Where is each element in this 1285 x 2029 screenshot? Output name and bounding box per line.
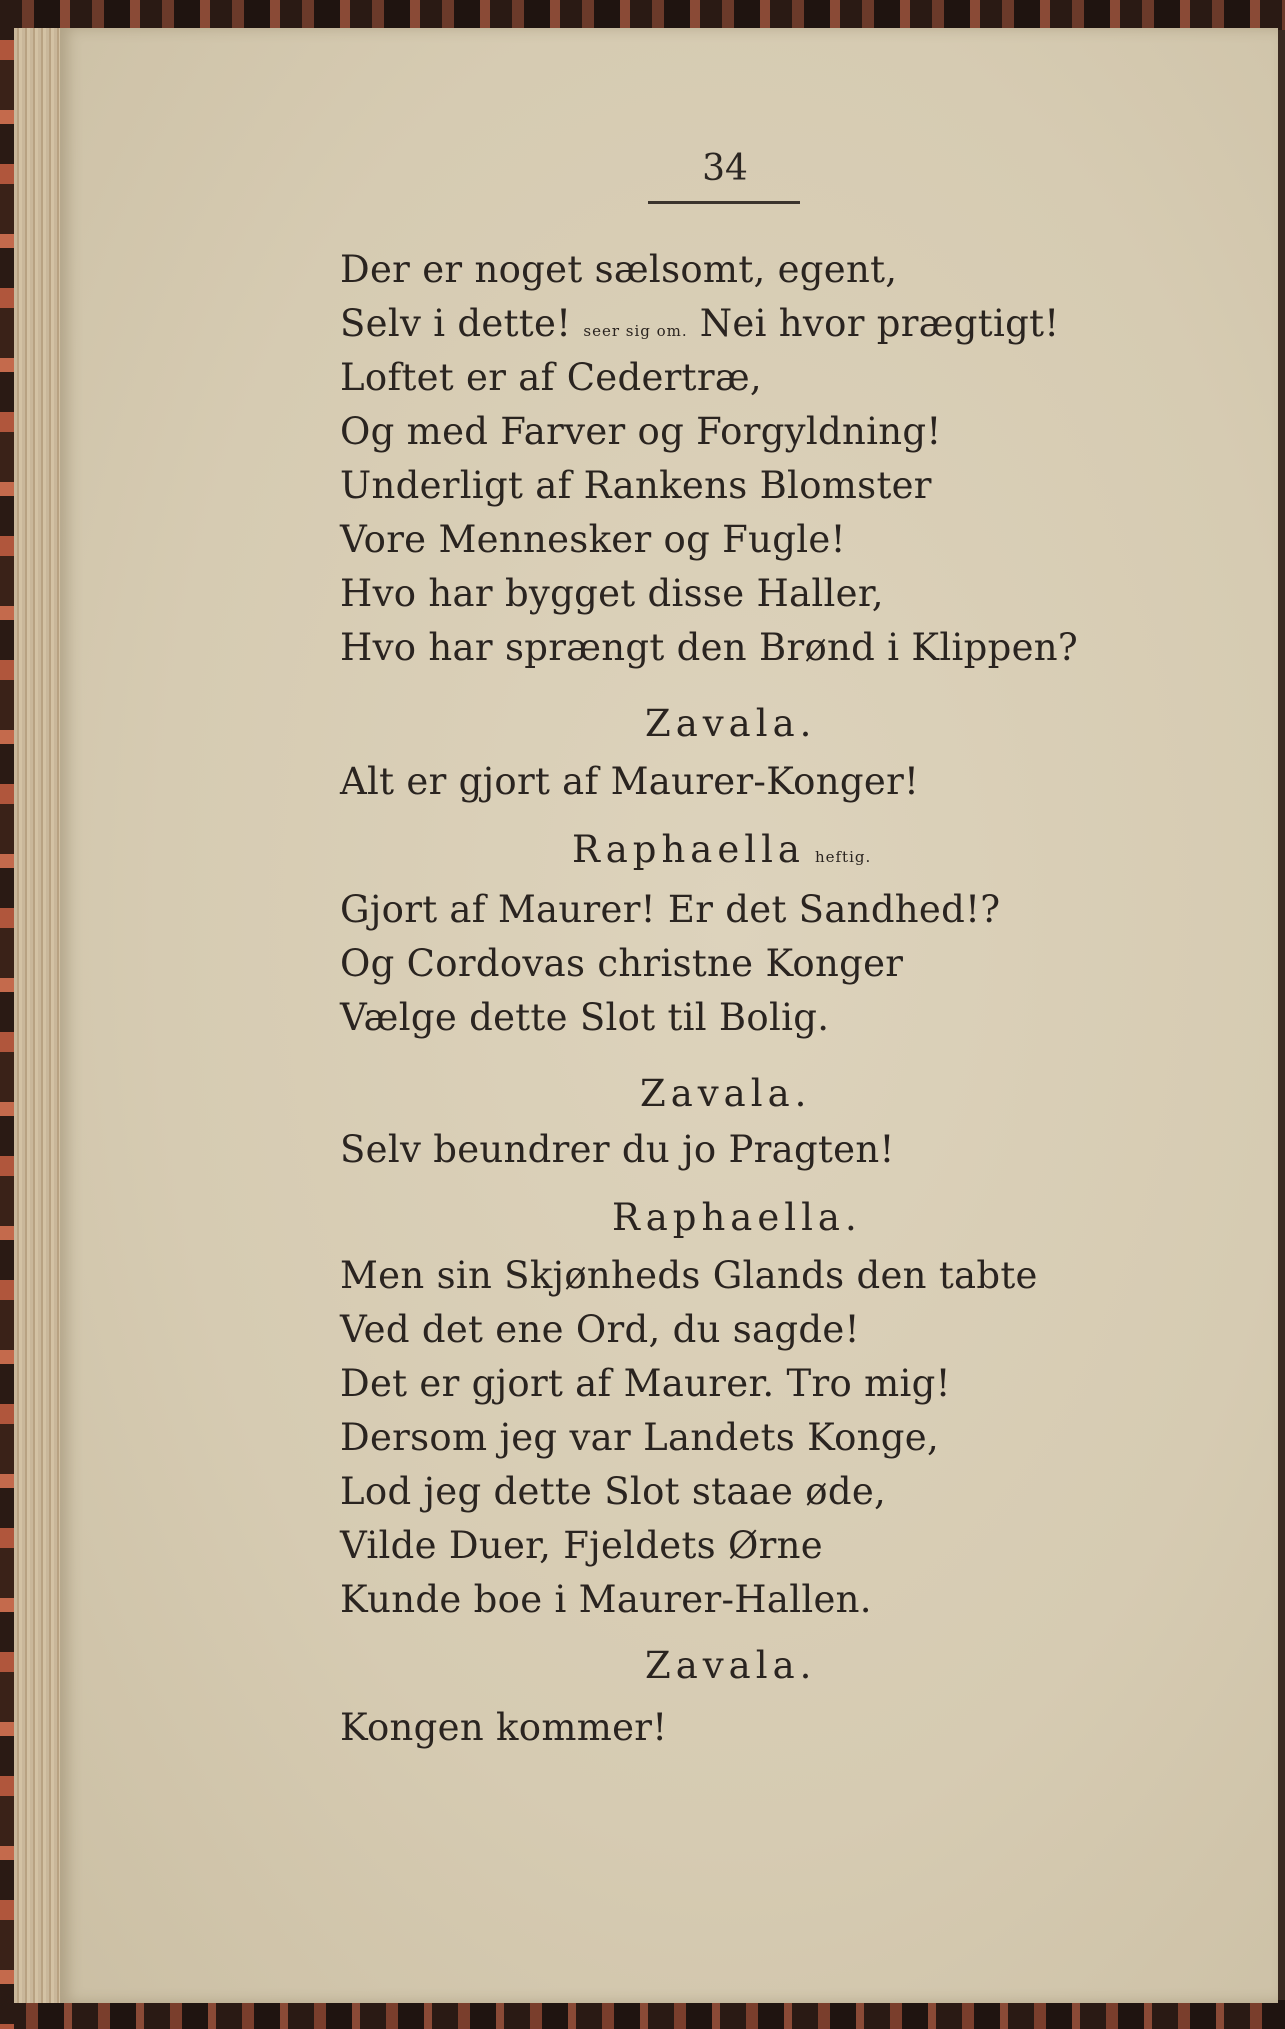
verse-line: Loftet er af Cedertræ, bbox=[340, 356, 762, 399]
verse-line: Det er gjort af Maurer. Tro mig! bbox=[340, 1362, 951, 1405]
verse-line: Der er noget sælsomt, egent, bbox=[340, 248, 898, 291]
verse-line: Kunde boe i Maurer-Hallen. bbox=[340, 1578, 872, 1621]
verse-line: Dersom jeg var Landets Konge, bbox=[340, 1416, 940, 1459]
page-edges bbox=[14, 28, 66, 2003]
verse-text: Selv i dette! bbox=[340, 302, 572, 345]
book-binding-left bbox=[0, 0, 14, 2029]
verse-line: Vore Mennesker og Fugle! bbox=[340, 518, 846, 561]
verse-line: Kongen kommer! bbox=[340, 1706, 668, 1749]
header-rule bbox=[648, 201, 800, 204]
page-number: 34 bbox=[702, 148, 748, 189]
verse-line: Underligt af Rankens Blomster bbox=[340, 464, 932, 507]
verse-line: Ved det ene Ord, du sagde! bbox=[340, 1308, 860, 1351]
book-binding-top bbox=[0, 0, 1285, 30]
speaker-name: Raphaella. bbox=[612, 1196, 862, 1239]
speaker-name: Zavala. bbox=[640, 1072, 812, 1115]
speaker-label: Raphaella bbox=[572, 828, 805, 871]
verse-line: Og med Farver og Forgyldning! bbox=[340, 410, 942, 453]
verse-line: Og Cordovas christne Konger bbox=[340, 942, 904, 985]
stage-direction: seer sig om. bbox=[583, 322, 688, 340]
speaker-name bbox=[572, 828, 871, 871]
verse-line bbox=[340, 302, 1059, 345]
speaker-name: Zavala. bbox=[645, 702, 817, 745]
verse-line: Gjort af Maurer! Er det Sandhed!? bbox=[340, 888, 1001, 931]
verse-text: Nei hvor prægtigt! bbox=[699, 302, 1060, 345]
stage-direction: heftig. bbox=[814, 848, 872, 866]
verse-line: Selv beundrer du jo Pragten! bbox=[340, 1128, 895, 1171]
speaker-name: Zavala. bbox=[645, 1644, 817, 1687]
verse-line: Lod jeg dette Slot staae øde, bbox=[340, 1470, 887, 1513]
verse-line: Men sin Skjønheds Glands den tabte bbox=[340, 1254, 1038, 1297]
book-binding-bottom bbox=[0, 2000, 1285, 2029]
verse-line: Hvo har sprængt den Brønd i Klippen? bbox=[340, 626, 1079, 669]
verse-line: Hvo har bygget disse Haller, bbox=[340, 572, 884, 615]
verse-line: Vælge dette Slot til Bolig. bbox=[340, 996, 830, 1039]
verse-line: Alt er gjort af Maurer-Konger! bbox=[340, 760, 920, 803]
verse-line: Vilde Duer, Fjeldets Ørne bbox=[340, 1524, 823, 1567]
